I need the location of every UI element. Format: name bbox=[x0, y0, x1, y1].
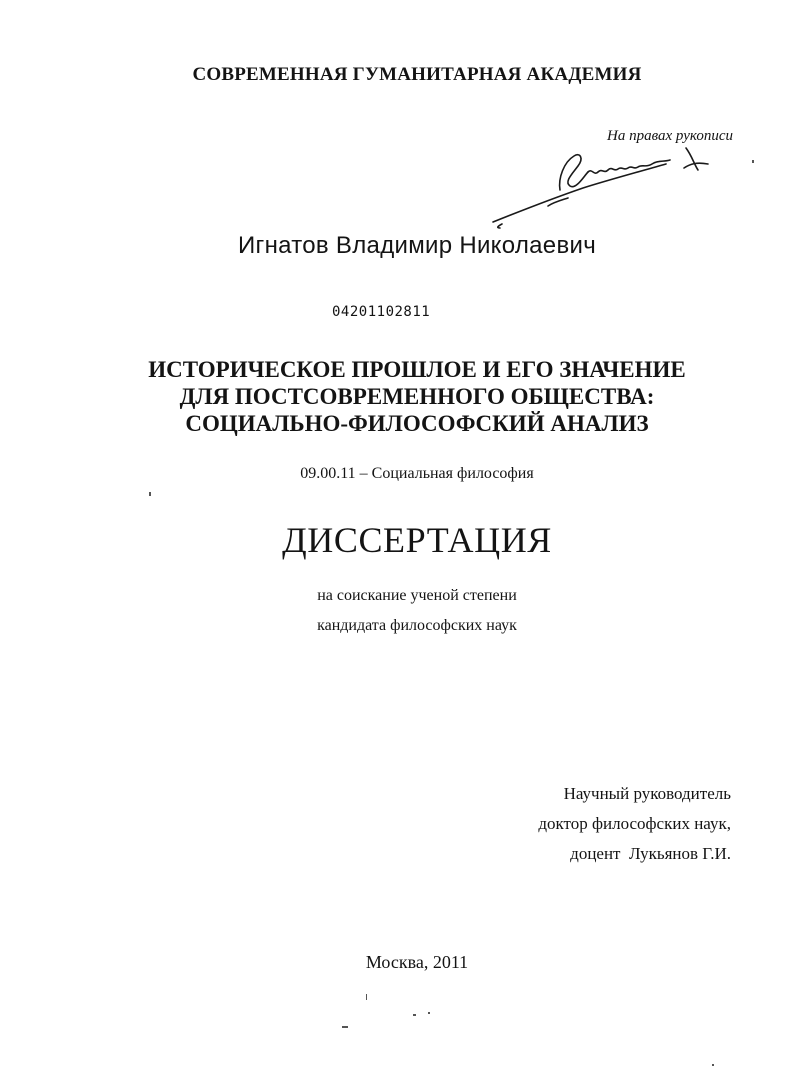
scan-speck bbox=[752, 160, 754, 163]
dissertation-title bbox=[0, 356, 791, 437]
scan-speck bbox=[413, 1014, 416, 1016]
title-line: ДЛЯ ПОСТСОВРЕМЕННОГО ОБЩЕСТВА: bbox=[179, 384, 655, 409]
handwritten-signature bbox=[488, 142, 718, 232]
specialty-code: 09.00.11 – Социальная философия bbox=[300, 465, 534, 482]
degree-statement bbox=[0, 581, 791, 641]
title-line: СОЦИАЛЬНО-ФИЛОСОФСКИЙ АНАЛИЗ bbox=[185, 411, 649, 436]
registration-number: 04201102811 bbox=[332, 304, 431, 320]
supervisor-block bbox=[538, 779, 731, 869]
title-line: ИСТОРИЧЕСКОЕ ПРОШЛОЕ И ЕГО ЗНАЧЕНИЕ bbox=[148, 357, 686, 382]
scan-speck bbox=[366, 994, 367, 1000]
scan-speck bbox=[342, 1026, 348, 1028]
scan-speck bbox=[149, 492, 151, 496]
author-name: Игнатов Владимир Николаевич bbox=[237, 232, 597, 259]
academy-name: СОВРЕМЕННАЯ ГУМАНИТАРНАЯ АКАДЕМИЯ bbox=[192, 64, 642, 85]
degree-line: кандидата философских наук bbox=[317, 617, 517, 634]
scan-speck bbox=[712, 1064, 714, 1066]
scan-speck bbox=[428, 1012, 430, 1014]
city-year: Москва, 2011 bbox=[365, 952, 469, 972]
supervisor-line: Научный руководитель bbox=[563, 784, 731, 803]
rights-note: На правах рукописи bbox=[607, 128, 733, 144]
supervisor-line: доцент Лукьянов Г.И. bbox=[570, 844, 731, 863]
degree-line: на соискание ученой степени bbox=[317, 587, 517, 604]
supervisor-line: доктор философских наук, bbox=[538, 814, 731, 833]
document-heading: ДИССЕРТАЦИЯ bbox=[282, 520, 552, 560]
